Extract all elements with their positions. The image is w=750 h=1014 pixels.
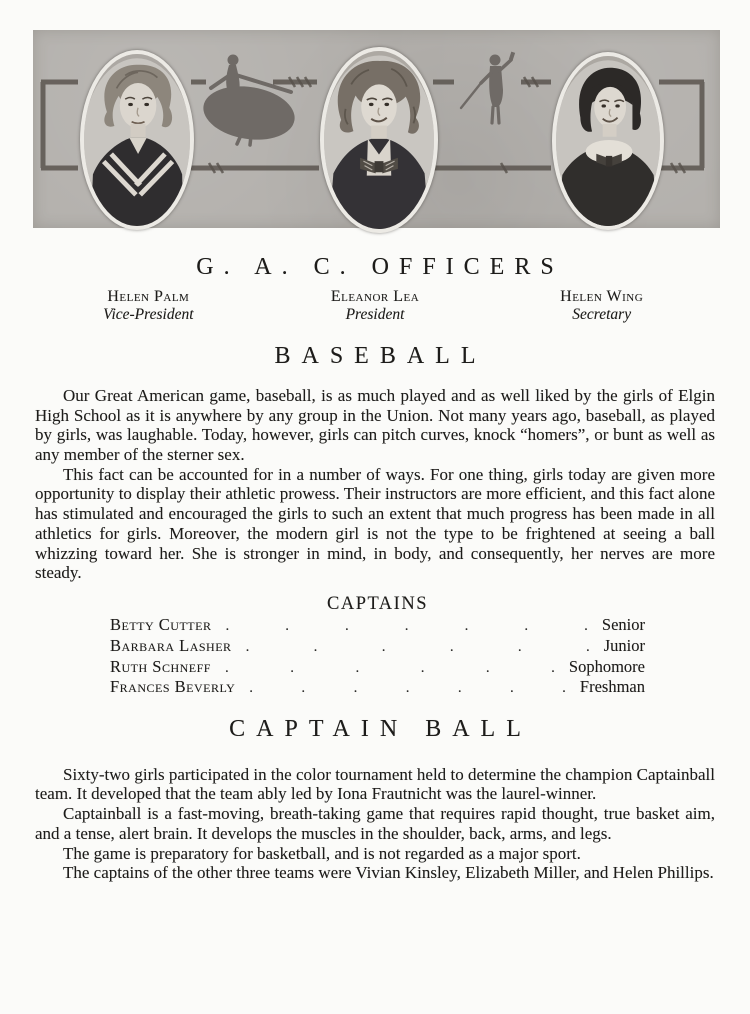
- captain-row: [110, 615, 645, 636]
- captain-row: [110, 636, 645, 657]
- header-banner: [33, 30, 720, 228]
- captains-title: CAPTAINS: [327, 594, 428, 615]
- captain-name: Frances Beverly: [110, 677, 236, 697]
- paragraph: This fact can be accounted for in a number of ways. For one thing, girls today are given more opportunity to display their athletic prowess. Their instructors are more efficient, and this fact alone has stimulated and encouraged the girls to such an extent that much progress has been made in all athletics for girls. Moreover, the modern girl is not the type to be frightened at seeing a ball whizzing toward her. She is stronger in mind, in body, and consequently, her nerves are more steady.: [35, 464, 715, 583]
- captain-class: Junior: [603, 635, 645, 655]
- officer-entry: [35, 288, 262, 324]
- officer-role: President: [345, 306, 405, 324]
- baseball-title: BASEBALL: [274, 343, 487, 370]
- fencer-silhouette-icon: [461, 52, 515, 123]
- captain-name: Betty Cutter: [110, 615, 212, 635]
- paragraph: The captains of the other three teams were Vivian Kinsley, Elizabeth Miller, and Helen Phillips.: [63, 863, 714, 883]
- captain-row: [110, 677, 645, 698]
- leader-dots: . . . . . .: [224, 659, 555, 676]
- captain-ball-title: CAPTAIN BALL: [229, 716, 532, 743]
- portrait-photo-right: [552, 52, 664, 230]
- leader-dots: . . . . . . .: [225, 618, 588, 635]
- gac-officers-title: G. A. C. OFFICERS: [196, 254, 564, 280]
- officer-name: Eleanor Lea: [330, 287, 420, 305]
- officer-entry: [488, 288, 715, 324]
- captain-name: Barbara Lasher: [110, 635, 232, 655]
- portrait-center-drawing: [324, 51, 434, 229]
- portrait-right-drawing: [556, 56, 660, 226]
- officer-role: Secretary: [572, 306, 632, 324]
- baseball-paragraphs: [35, 386, 715, 583]
- portrait-photo-center: [320, 47, 438, 233]
- officer-name: Helen Wing: [560, 287, 644, 305]
- paragraph: Sixty-two girls participated in the color tournament held to determine the champion Captainball team. It developed that the team ably led by Iona Frautnicht was the laurel-winner.: [35, 764, 715, 804]
- dancer-silhouette-icon: [199, 55, 298, 146]
- paragraph: The game is preparatory for basketball, and is not regarded as a major sport.: [63, 843, 581, 863]
- paragraph: Captainball is a fast-moving, breath-taking game that requires rapid thought, true basket aim, and a tense, alert brain. It develops the muscles in the shoulder, back, arms, and legs.: [35, 804, 715, 843]
- captains-list: [110, 615, 645, 698]
- paragraph: Our Great American game, baseball, is as much played and as well liked by the girls of Elgin High School as it is anywhere by any group in the Union. Not many years ago, baseball, as played by girls, was laughable. Today, however, girls can pitch curves, knock “homers”, or bunt as well as any member of the sterner sex.: [35, 385, 715, 464]
- leader-dots: . . . . . .: [245, 638, 590, 655]
- captain-class: Senior: [601, 615, 645, 635]
- officers-list: [35, 288, 715, 324]
- captains-section: [110, 594, 645, 698]
- portrait-left-drawing: [84, 54, 190, 226]
- captain-ball-paragraphs: [35, 765, 715, 883]
- captain-class: Freshman: [579, 677, 645, 697]
- captain-name: Ruth Schneff: [110, 656, 211, 676]
- officer-entry: [262, 288, 489, 324]
- portrait-photo-left: [80, 50, 194, 230]
- officer-role: Vice-President: [103, 306, 194, 324]
- page-content: [35, 254, 715, 883]
- leader-dots: . . . . . . .: [249, 680, 566, 697]
- captain-row: [110, 657, 645, 678]
- captain-class: Sophomore: [568, 656, 645, 676]
- officer-name: Helen Palm: [107, 287, 190, 305]
